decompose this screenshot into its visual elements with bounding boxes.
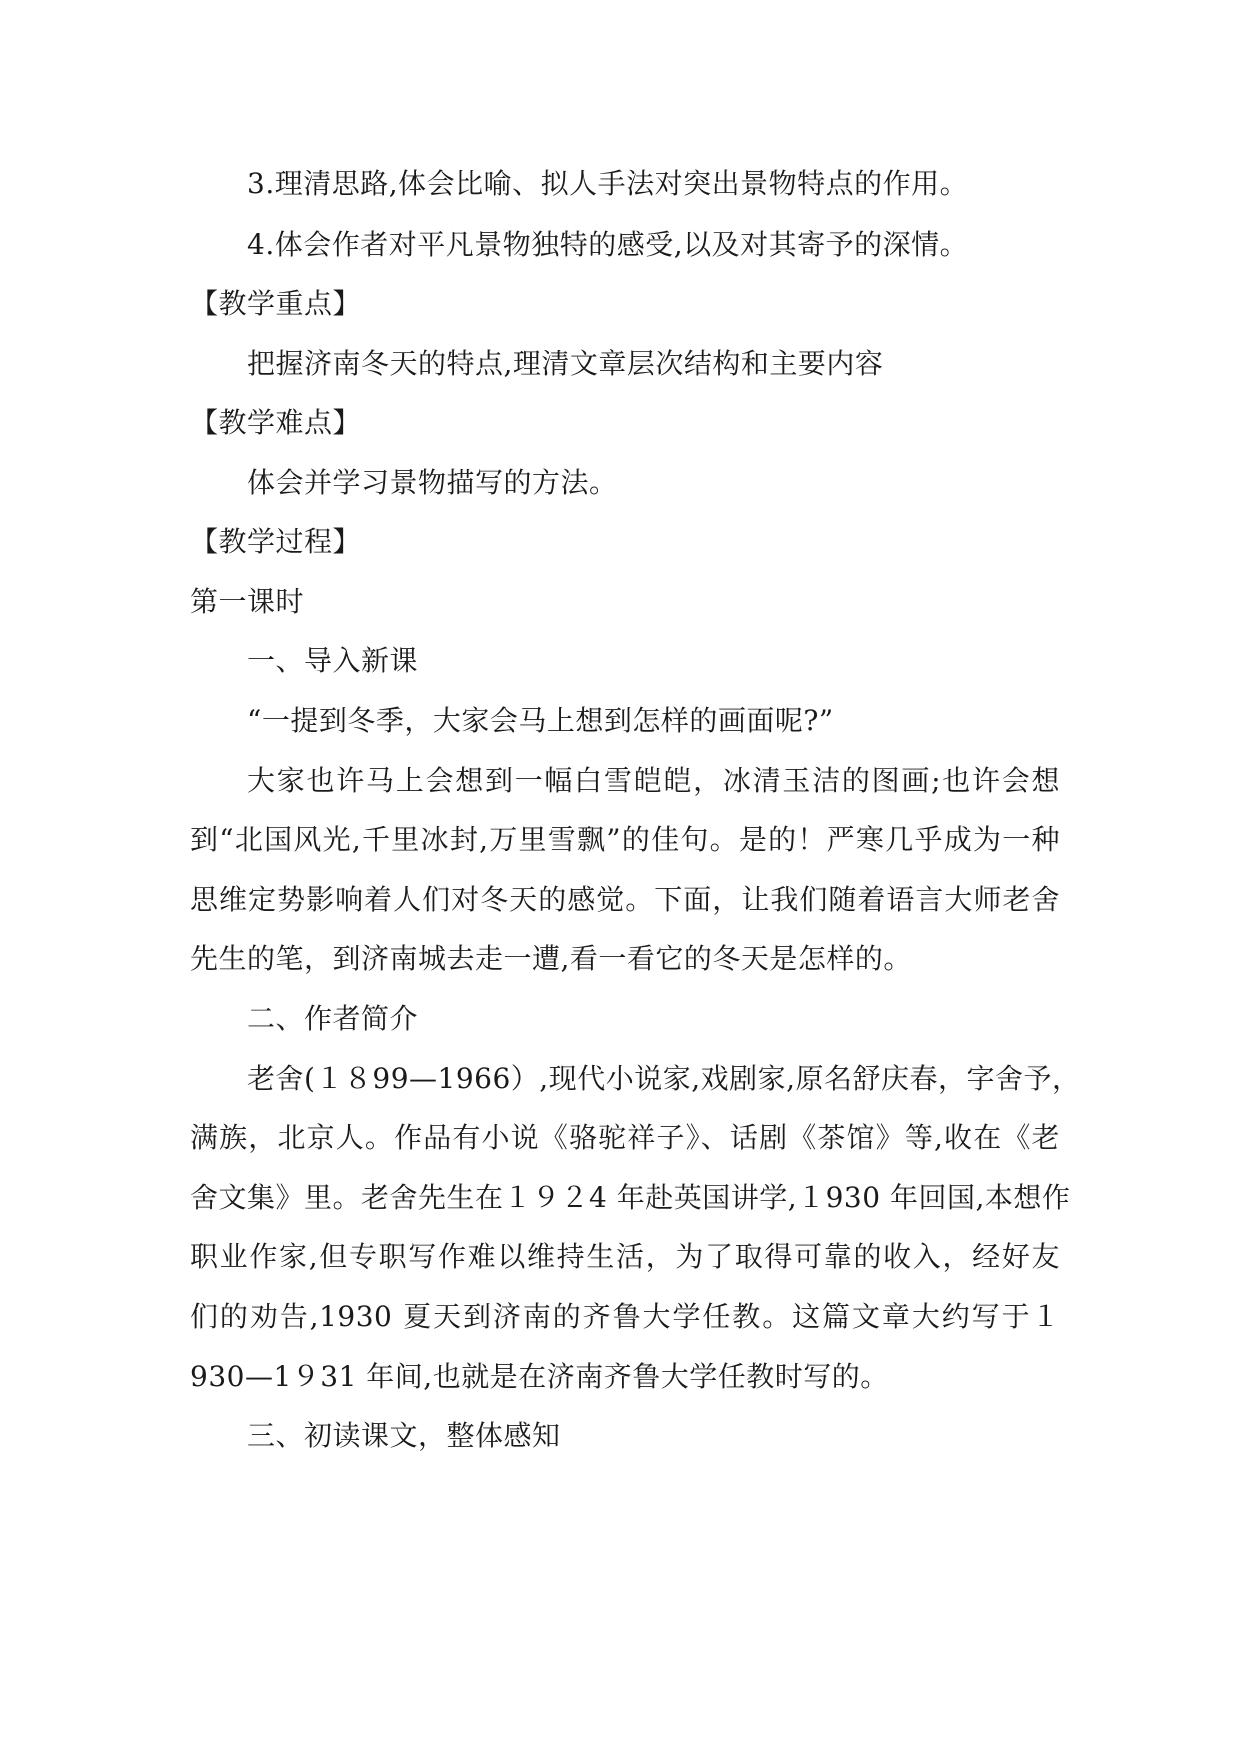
lesson-label: 第一课时 <box>190 585 305 618</box>
objective-4: 4.体会作者对平凡景物独特的感受,以及对其寄予的深情。 <box>247 228 969 261</box>
section-2-title: 二、作者简介 <box>247 1002 419 1035</box>
section-2-para-line: 职业作家,但专职写作难以维持生活，为了取得可靠的收入，经好友 <box>190 1240 1060 1273</box>
key-points-text: 把握济南冬天的特点,理清文章层次结构和主要内容 <box>247 347 884 380</box>
objective-3: 3.理清思路,体会比喻、拟人手法对突出景物特点的作用。 <box>247 167 969 200</box>
section-1-quote: “一提到冬季，大家会马上想到怎样的画面呢?” <box>247 704 834 737</box>
key-points-heading: 【教学重点】 <box>190 287 362 320</box>
section-1-para-line: 大家也许马上会想到一幅白雪皑皑，冰清玉洁的图画;也许会想 <box>247 764 1060 797</box>
section-1-title: 一、导入新课 <box>247 644 419 677</box>
section-1-para-line: 到“北国风光,千里冰封,万里雪飘”的佳句。是的！严寒几乎成为一种 <box>190 823 1060 856</box>
section-1-para-line: 先生的笔，到济南城去走一遭,看一看它的冬天是怎样的。 <box>190 942 912 975</box>
difficulties-text: 体会并学习景物描写的方法。 <box>247 466 618 499</box>
section-2-para-line: 舍文集》里。老舍先生在１９２4 年赴英国讲学,１930 年回国,本想作 <box>190 1181 1071 1214</box>
difficulties-heading: 【教学难点】 <box>190 406 362 439</box>
section-2-para-line: 满族，北京人。作品有小说《骆驼祥子》、话剧《茶馆》等,收在《老 <box>190 1121 1060 1154</box>
section-2-para-line: 930—1９31 年间,也就是在济南齐鲁大学任教时写的。 <box>190 1360 889 1393</box>
section-2-para-line: 老舍(１８99—1966）,现代小说家,戏剧家,原名舒庆春，字舍予， <box>247 1062 1081 1095</box>
section-3-title: 三、初读课文，整体感知 <box>247 1419 561 1452</box>
section-2-para-line: 们的劝告,1930 夏天到济南的齐鲁大学任教。这篇文章大约写于１ <box>190 1300 1060 1333</box>
section-1-para-line: 思维定势影响着人们对冬天的感觉。下面，让我们随着语言大师老舍 <box>190 883 1060 916</box>
process-heading: 【教学过程】 <box>190 525 362 558</box>
